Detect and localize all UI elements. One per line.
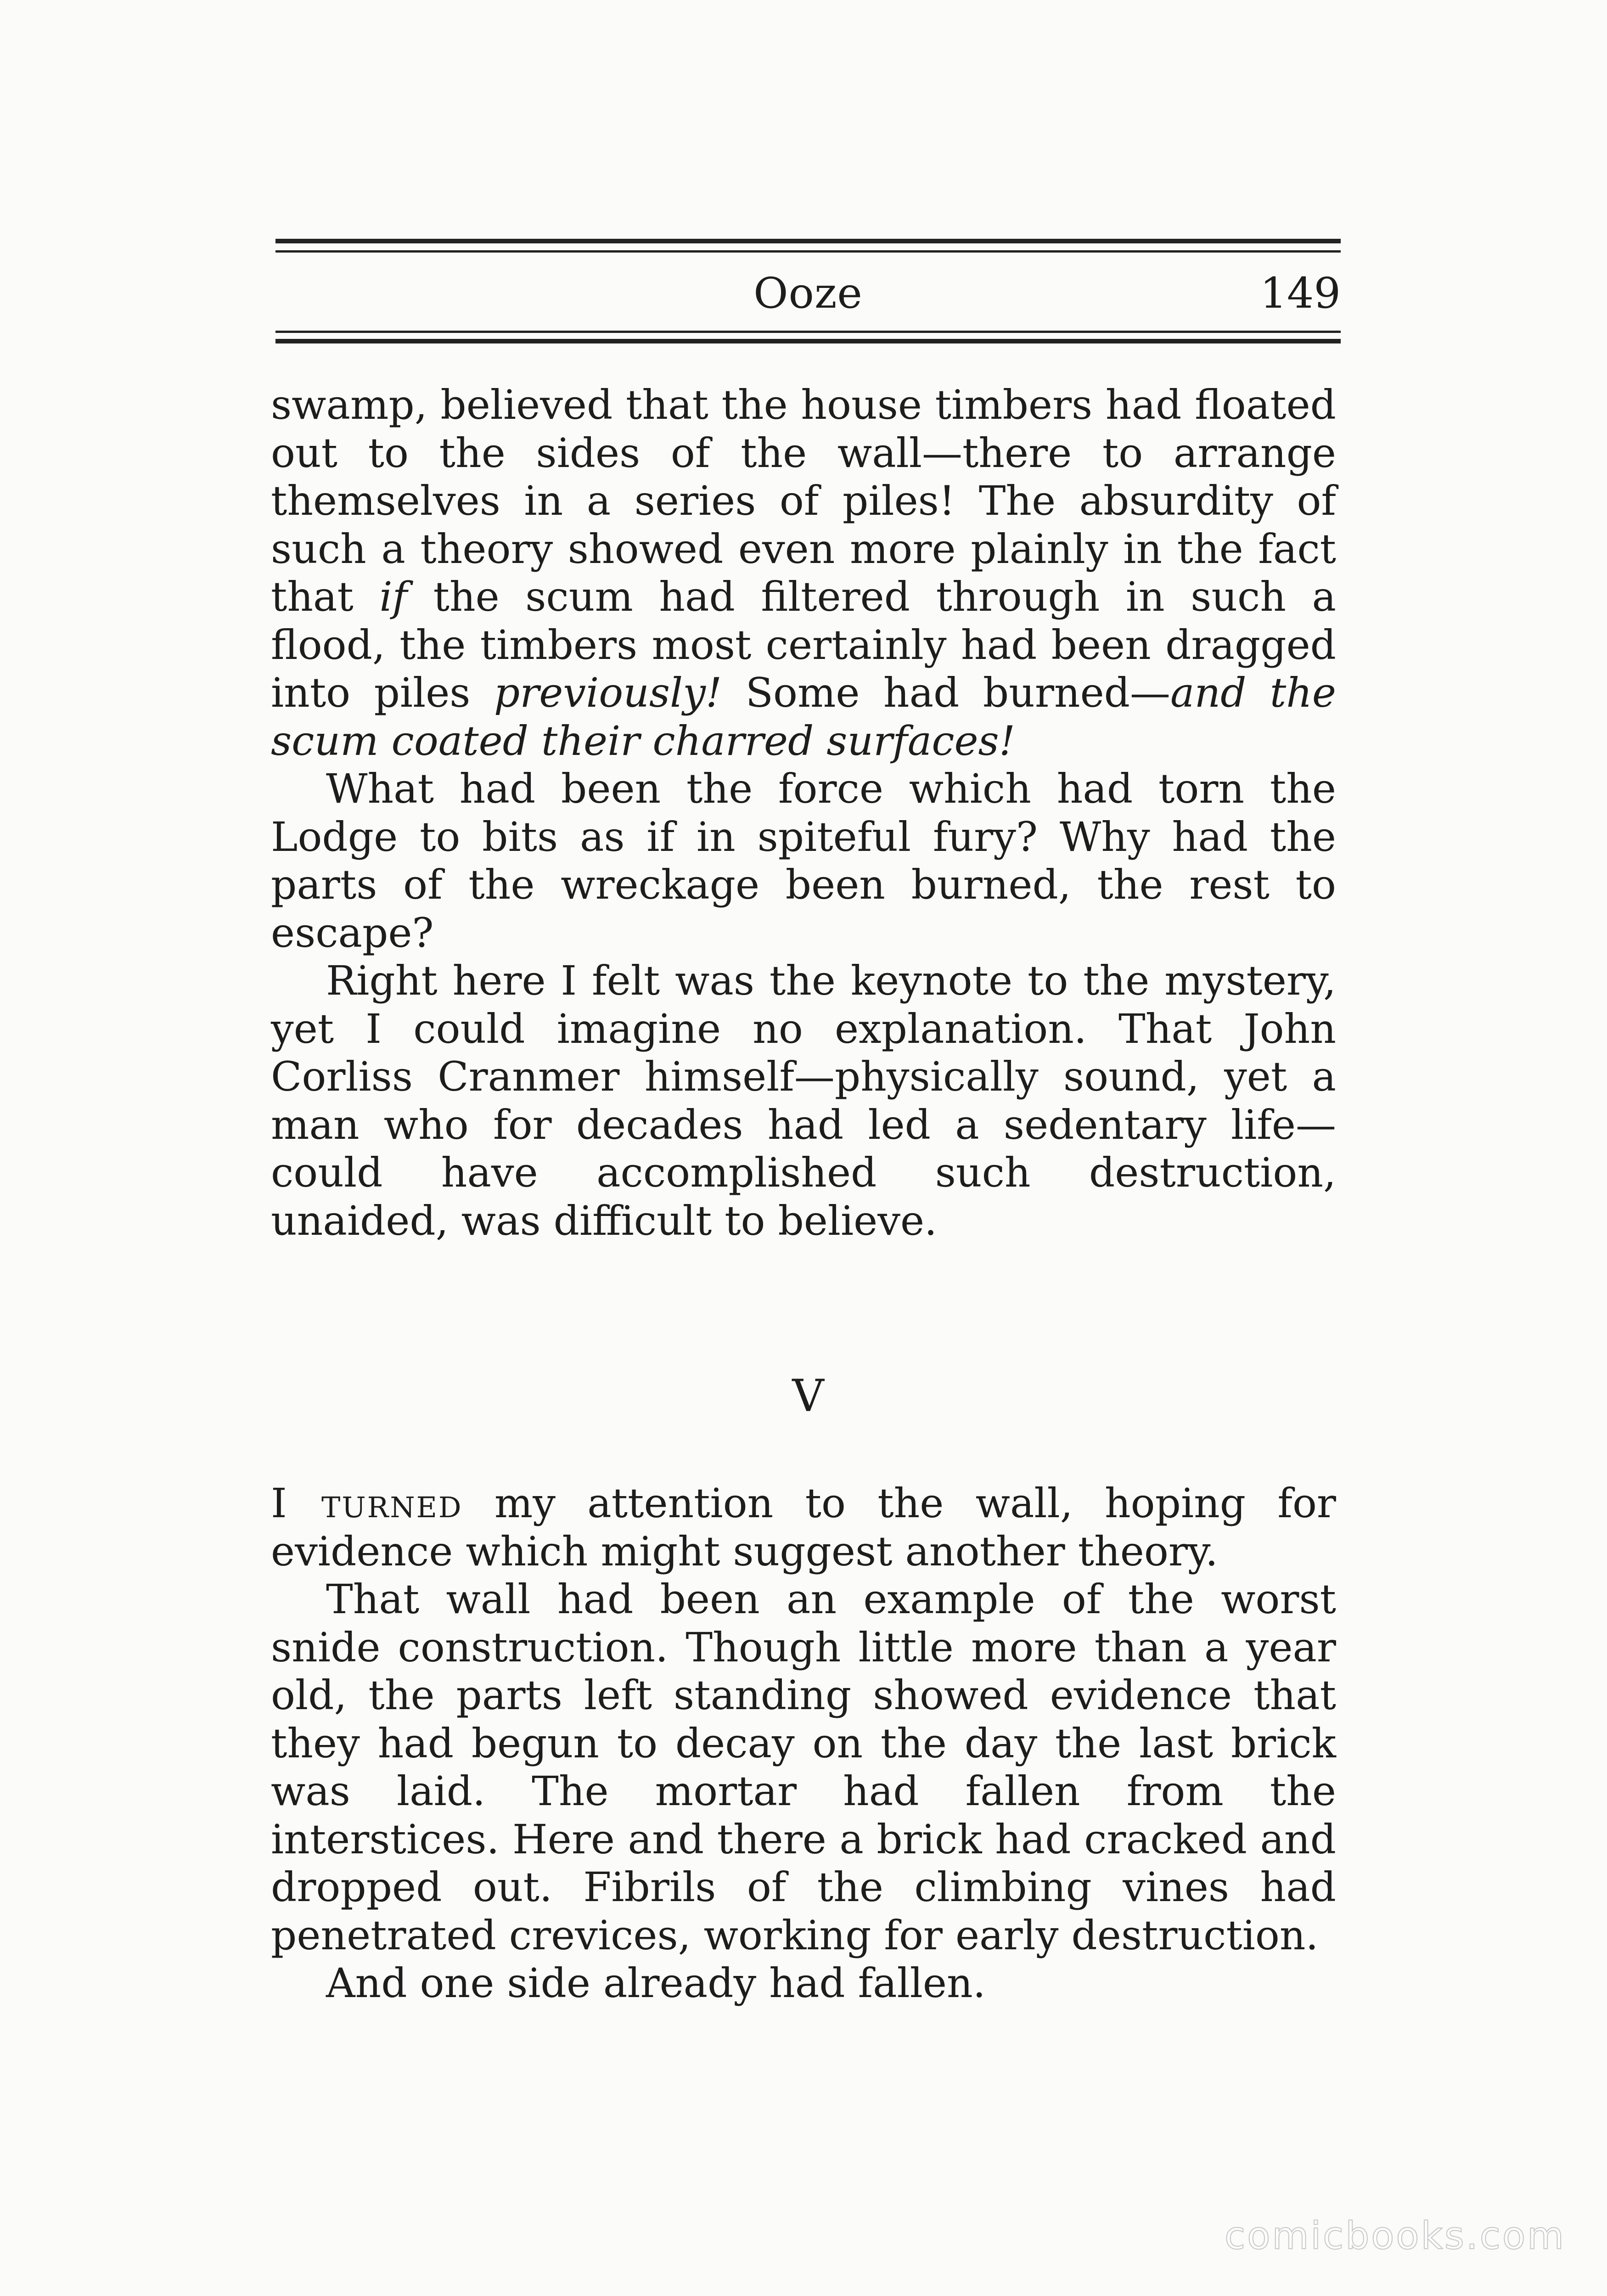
paragraph: Right here I felt was the keynote to the mystery, yet I could imagine no explanation. That John Corliss Cranmer himself—physically sound, yet a man who for decades had led a sedentary life—could have accomplished such destruction, unaided, was difficult to believe. bbox=[271, 957, 1336, 1244]
paragraph bbox=[271, 1480, 1336, 1576]
top-rule-thin bbox=[275, 250, 1341, 253]
italic-text: previously! bbox=[494, 669, 722, 716]
paragraph-text: my attention to the wall, hoping for evidence which might suggest another theory. bbox=[271, 1480, 1336, 1575]
watermark-logo: comicbooks.com bbox=[1225, 2214, 1566, 2258]
lead-in-small-caps: I turned bbox=[271, 1480, 463, 1527]
text-block-top bbox=[271, 381, 1336, 1245]
running-head bbox=[275, 268, 1341, 319]
header-rule-thin bbox=[275, 331, 1341, 333]
text-block-bottom bbox=[271, 1480, 1336, 2008]
chapter-title: Ooze bbox=[753, 269, 863, 318]
paragraph bbox=[271, 381, 1336, 765]
page-number: 149 bbox=[1260, 269, 1341, 318]
paragraph: And one side already had fallen. bbox=[326, 1959, 986, 2007]
top-rule bbox=[275, 239, 1341, 243]
italic-text: if bbox=[379, 573, 408, 620]
paragraph-text: Some had burned— bbox=[722, 669, 1170, 716]
paragraph: That wall had been an example of the worst snide construction. Though little more than a year old, the parts left standing showed evidence that they had begun to decay on the day the last brick was laid. The mortar had fallen from the interstices. Here and there a brick had cracked and dropped out. Fibrils of the climbing vines had penetrated crevices, working for early destruction. bbox=[271, 1576, 1336, 1959]
paragraph-text: swamp, believed that the house timbers had floated out to the sides of the wall—there to arrange themselves in a series of piles! The absurdity of such a theory showed even more plainly in the fact that bbox=[271, 381, 1336, 620]
italic-text: and the scum coated their charred surfaces! bbox=[271, 669, 1337, 765]
paragraph-text: the scum had filtered through in such a flood, the timbers most certainly had been dragged into piles bbox=[271, 573, 1337, 716]
section-number: V bbox=[792, 1370, 824, 1422]
paragraph: What had been the force which had torn the Lodge to bits as if in spiteful fury? Why had the parts of the wreckage been burned, the rest to escape? bbox=[271, 765, 1336, 957]
header-rule bbox=[275, 339, 1341, 343]
